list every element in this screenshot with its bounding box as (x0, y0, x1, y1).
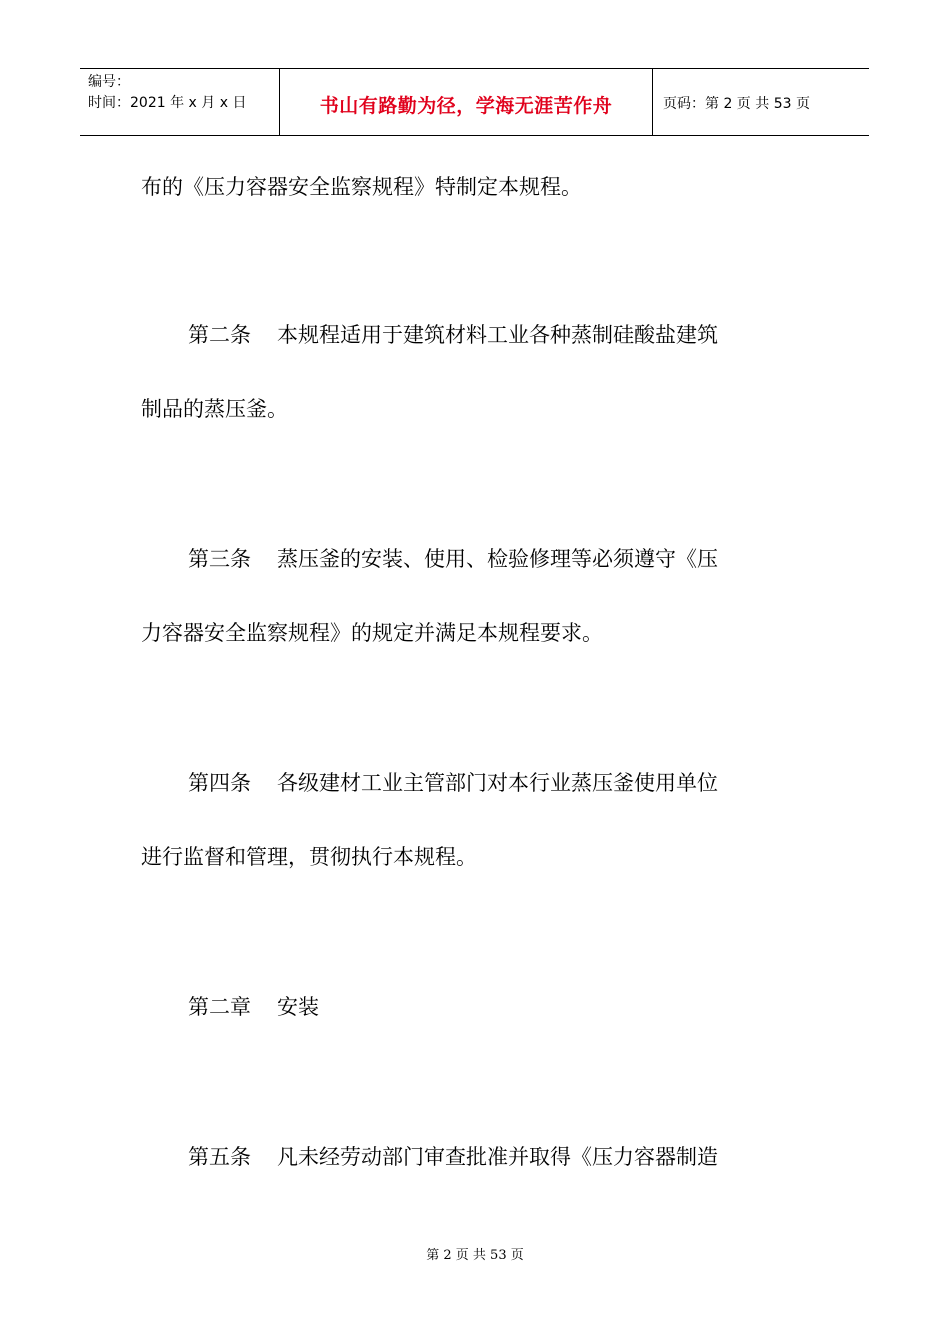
text-line: 制品的蒸压釜。 (141, 397, 288, 421)
article-2 (141, 298, 801, 446)
article-text: 各级建材工业主管部门对本行业蒸压釜使用单位 (277, 771, 718, 795)
text-line (141, 522, 801, 596)
chapter-heading (141, 970, 801, 1044)
chapter-number: 第二章 (188, 995, 251, 1019)
article-heading: 第四条 (188, 771, 251, 795)
article-4 (141, 746, 801, 894)
header-meta (80, 69, 280, 135)
page-header (80, 68, 869, 136)
paragraph-continuation (141, 150, 801, 224)
chapter-title: 安装 (277, 995, 319, 1019)
text-line (141, 746, 801, 820)
article-text: 本规程适用于建筑材料工业各种蒸制硅酸盐建筑 (277, 323, 718, 347)
doc-number-label: 编号： (88, 74, 130, 90)
header-motto: 书山有路勤为径，学海无涯苦作舟 (319, 94, 613, 117)
article-heading: 第五条 (188, 1145, 251, 1169)
text-line: 布的《压力容器安全监察规程》特制定本规程。 (141, 175, 582, 199)
text-line (141, 970, 801, 1044)
article-heading: 第三条 (188, 547, 251, 571)
text-line: 力容器安全监察规程》的规定并满足本规程要求。 (141, 621, 603, 645)
text-line (141, 298, 801, 372)
article-3 (141, 522, 801, 670)
article-5 (141, 1120, 801, 1194)
text-line (141, 1120, 801, 1194)
page-footer: 第 2 页 共 53 页 (426, 1248, 524, 1263)
article-heading: 第二条 (188, 323, 251, 347)
header-page-info: 页码：第 2 页 共 53 页 (663, 96, 810, 112)
text-line: 进行监督和管理，贯彻执行本规程。 (141, 845, 477, 869)
doc-time-label: 时间：2021 年 x 月 x 日 (88, 95, 247, 111)
article-text: 凡未经劳动部门审查批准并取得《压力容器制造 (277, 1145, 718, 1169)
article-text: 蒸压釜的安装、使用、检验修理等必须遵守《压 (277, 547, 718, 571)
header-motto-cell (280, 69, 653, 135)
